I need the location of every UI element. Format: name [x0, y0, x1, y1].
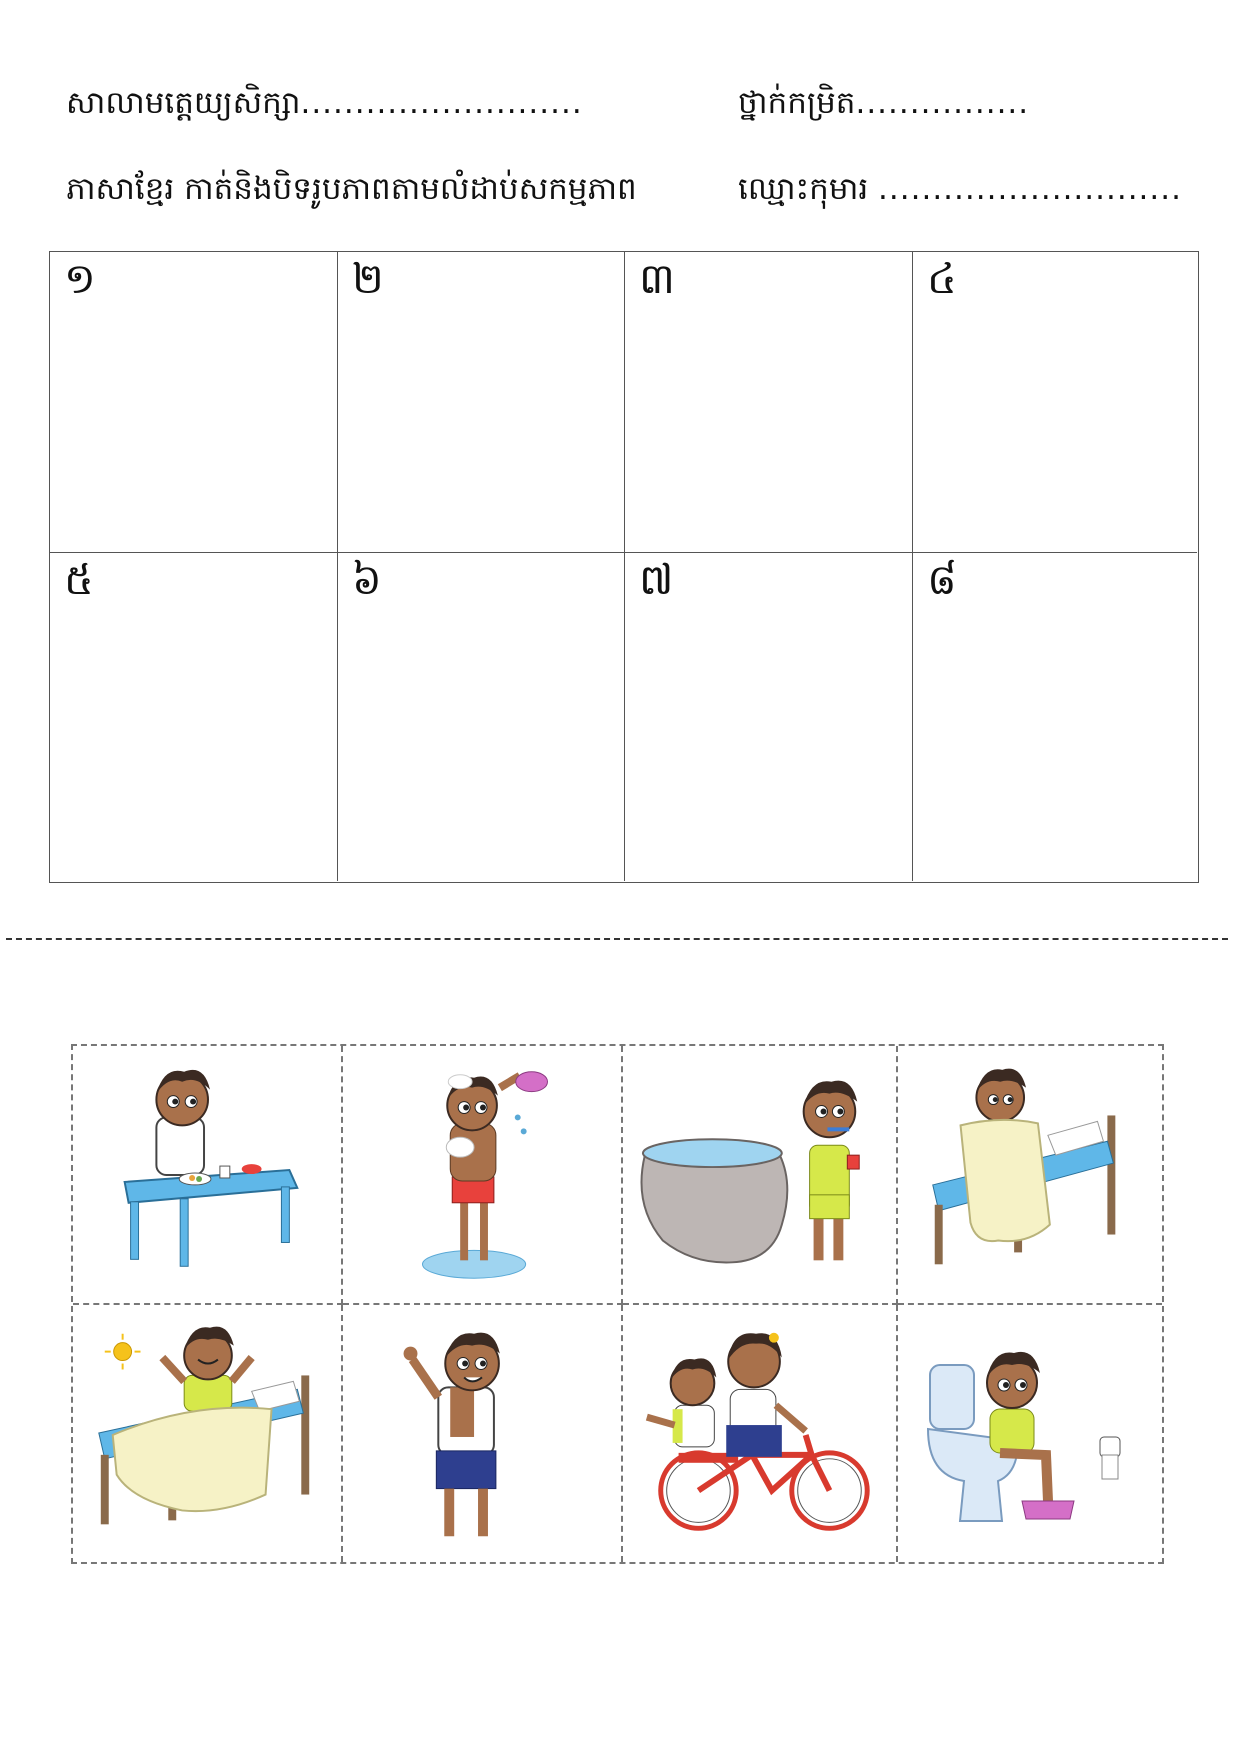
cell-number: ៥ — [64, 555, 94, 604]
answer-cell-7 — [625, 553, 913, 881]
cell-number: ៤ — [927, 254, 957, 303]
card-eating[interactable] — [73, 1046, 343, 1305]
answer-cell-4 — [913, 252, 1197, 553]
name-blank: ............................ — [878, 171, 1182, 207]
answer-cell-3 — [625, 252, 913, 553]
eating-breakfast-illustration — [73, 1046, 341, 1303]
cell-number: ៣ — [639, 254, 675, 303]
brushing-teeth-illustration — [623, 1046, 896, 1303]
card-riding-bicycle[interactable] — [623, 1305, 898, 1562]
bathing-illustration — [343, 1046, 621, 1303]
cell-number: ១ — [64, 254, 96, 303]
waking-up-illustration — [73, 1305, 341, 1562]
picture-cards — [71, 1044, 1164, 1564]
school-label: សាលាមត្តេយ្យសិក្សា — [66, 85, 301, 121]
card-making-bed[interactable] — [898, 1046, 1162, 1305]
answer-cell-2 — [338, 252, 625, 553]
name-field — [738, 170, 1182, 215]
grade-label: ថ្នាក់កម្រិត — [738, 85, 856, 121]
subject-title: ភាសាខ្មែរ កាត់និងបិទរូបភាពតាមលំដាប់សកម្មភាព — [66, 171, 637, 207]
using-toilet-illustration — [898, 1305, 1162, 1562]
school-blank: .......................... — [300, 85, 583, 121]
riding-bicycle-to-school-illustration — [623, 1305, 896, 1562]
card-using-toilet[interactable] — [898, 1305, 1162, 1562]
cell-number: ៧ — [639, 555, 674, 604]
card-getting-dressed[interactable] — [343, 1305, 623, 1562]
answer-cell-1 — [50, 252, 338, 553]
card-bathing[interactable] — [343, 1046, 623, 1305]
grade-field — [738, 84, 1029, 129]
getting-dressed-illustration — [343, 1305, 621, 1562]
card-waking-up[interactable] — [73, 1305, 343, 1562]
making-bed-illustration — [898, 1046, 1162, 1303]
cell-number: ៨ — [927, 555, 957, 604]
cell-number: ៦ — [352, 555, 382, 604]
cell-number: ២ — [352, 254, 384, 303]
answer-grid — [49, 251, 1199, 883]
answer-cell-5 — [50, 553, 338, 881]
name-label: ឈ្មោះកុមារ — [738, 171, 869, 207]
card-brushing-teeth[interactable] — [623, 1046, 898, 1305]
answer-cell-6 — [338, 553, 625, 881]
grade-blank: ................ — [855, 85, 1030, 121]
school-field — [66, 84, 583, 129]
cut-line — [6, 938, 1228, 940]
answer-cell-8 — [913, 553, 1197, 881]
